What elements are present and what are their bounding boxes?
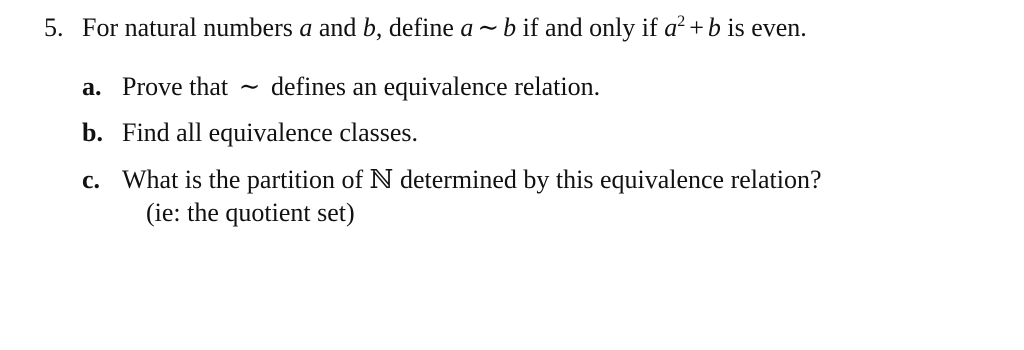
prompt-text-pre: For natural numbers: [82, 13, 300, 42]
part-a-text-post: defines an equivalence relation.: [264, 72, 601, 101]
prompt-text-mid3: if and only if: [516, 13, 665, 42]
part-c-text-pre: What is the partition of: [122, 165, 370, 194]
part-a: [82, 74, 600, 100]
tilde-relation-symbol: ∼: [477, 13, 500, 42]
part-a-tilde-symbol: ∼: [238, 72, 261, 101]
part-b-label: b.: [82, 118, 103, 147]
natural-numbers-symbol: ℕ: [369, 165, 394, 195]
part-b: [82, 120, 418, 146]
part-a-text-pre: Prove that: [122, 72, 235, 101]
part-c-label: c.: [82, 165, 101, 194]
part-c-continuation: (ie: the quotient set): [146, 198, 355, 227]
prompt-text-mid2: , define: [375, 13, 461, 42]
variable-a: a: [299, 13, 313, 42]
expression-variable-a: a: [664, 13, 678, 42]
relation-variable-a: a: [460, 13, 474, 42]
problem-prompt: [44, 14, 807, 41]
problem-number: 5.: [44, 13, 64, 42]
part-b-text: Find all equivalence classes.: [122, 118, 419, 147]
part-c: [82, 167, 822, 193]
part-c-text-post: determined by this equivalence relation?: [393, 165, 822, 194]
prompt-text-post: is even.: [720, 13, 807, 42]
expression-variable-b: b: [707, 13, 721, 42]
relation-variable-b: b: [503, 13, 517, 42]
prompt-text-mid1: and: [312, 13, 363, 42]
expression-plus: +: [689, 13, 704, 42]
expression-exponent: 2: [677, 13, 686, 30]
part-a-label: a.: [82, 72, 102, 101]
variable-b: b: [362, 13, 376, 42]
